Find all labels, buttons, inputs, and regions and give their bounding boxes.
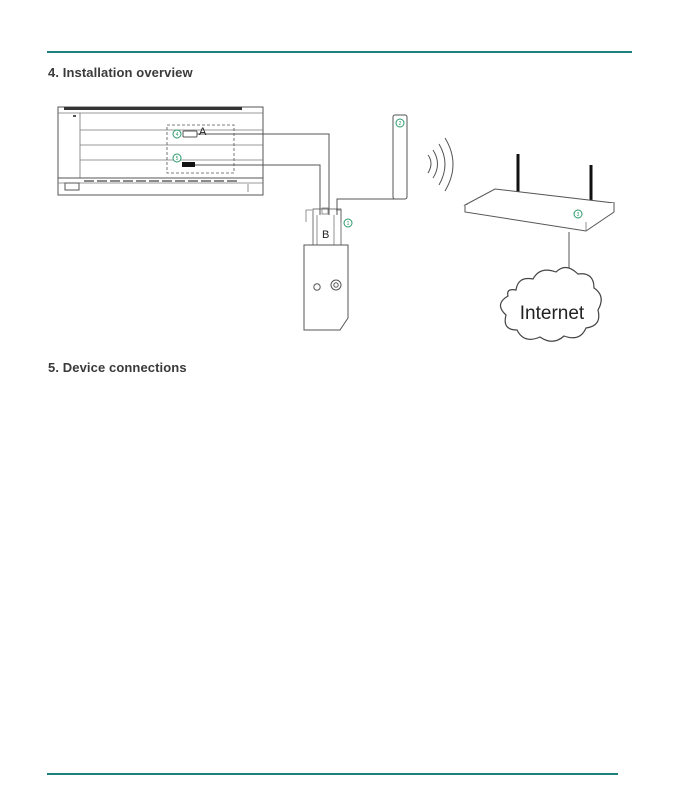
module-a xyxy=(183,131,197,137)
badge-2 xyxy=(396,119,404,127)
module-5-connector xyxy=(182,162,195,167)
badge-4 xyxy=(173,130,181,138)
internet-label: Internet xyxy=(519,303,585,324)
section-title-device-connections: 5. Device connections xyxy=(48,360,187,375)
wifi-waves-icon xyxy=(428,138,453,191)
router xyxy=(465,154,614,231)
label-b: B xyxy=(322,229,330,241)
svg-text:5: 5 xyxy=(175,156,179,162)
label-a: A xyxy=(199,126,207,138)
wireless-device xyxy=(393,115,407,199)
badge-5 xyxy=(173,154,181,162)
indoor-unit xyxy=(58,107,263,195)
section-title-installation-overview: 4. Installation overview xyxy=(48,65,193,80)
outdoor-adapter xyxy=(304,245,348,330)
svg-text:4: 4 xyxy=(175,132,179,138)
badge-3 xyxy=(574,210,582,218)
footer-rule xyxy=(47,773,618,775)
svg-text:1: 1 xyxy=(346,221,350,227)
svg-text:2: 2 xyxy=(398,121,402,127)
svg-text:3: 3 xyxy=(576,212,580,218)
badge-1 xyxy=(344,219,352,227)
